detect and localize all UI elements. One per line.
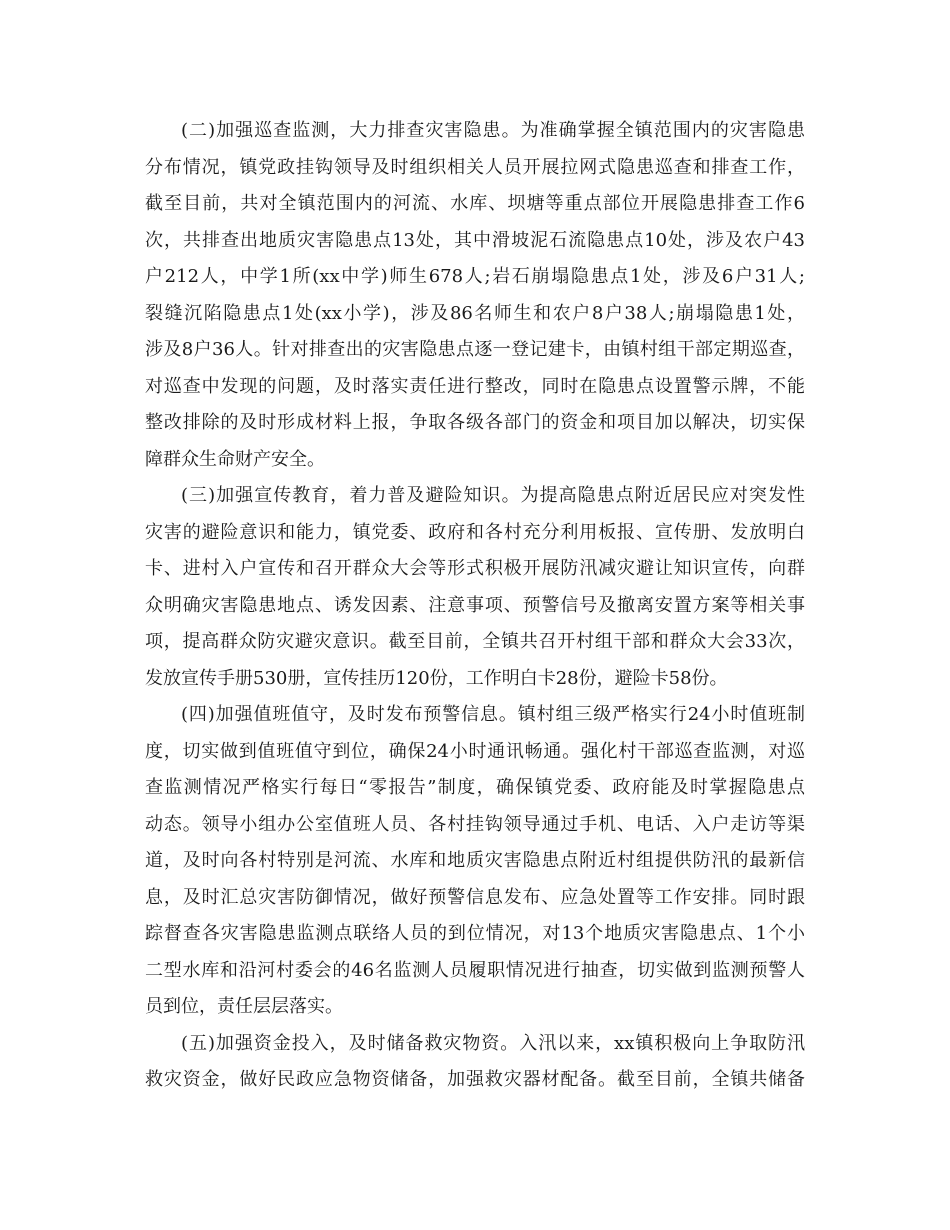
text-line: 众明确灾害隐患地点、诱发因素、注意事项、预警信号及撤离安置方案等相关事 xyxy=(145,594,805,616)
paragraph-publicity xyxy=(145,478,805,697)
text-line: 踪督查各灾害隐患监测点联络人员的到位情况，对13个地质灾害隐患点、1个小 xyxy=(145,923,805,944)
text-line: 裂缝沉陷隐患点1处(xx小学)，涉及86名师生和农户8户38人;崩塌隐患1处， xyxy=(145,302,805,324)
paragraph-funding xyxy=(145,1026,805,1099)
text-line: 救灾资金，做好民政应急物资储备，加强救灾器材配备。截至目前，全镇共储备 xyxy=(145,1069,805,1090)
text-line: 截至目前，共对全镇范围内的河流、水库、坝塘等重点部位开展隐患排查工作6 xyxy=(145,193,805,214)
text-line: 发放宣传手册530册，宣传挂历120份，工作明白卡28份，避险卡58份。 xyxy=(145,667,728,689)
text-line: 道，及时向各村特别是河流、水库和地质灾害隐患点附近村组提供防汛的最新信 xyxy=(145,850,805,871)
text-line: 障群众生命财产安全。 xyxy=(145,448,325,470)
text-line: 对巡查中发现的问题，及时落实责任进行整改，同时在隐患点设置警示牌，不能 xyxy=(145,375,805,397)
text-line: 动态。领导小组办公室值班人员、各村挂钩领导通过手机、电话、入户走访等渠 xyxy=(145,813,805,835)
text-line: 次，共排查出地质灾害隐患点13处，其中滑坡泥石流隐患点10处，涉及农户43 xyxy=(145,229,805,251)
document-body xyxy=(145,113,805,1099)
text-line: (四)加强值班值守，及时发布预警信息。镇村组三级严格实行24小时值班制 xyxy=(181,704,805,725)
text-line: 户212人，中学1所(xx中学)师生678人;岩石崩塌隐患点1处，涉及6户31人; xyxy=(145,266,805,287)
text-line: 涉及8户36人。针对排查出的灾害隐患点逐一登记建卡，由镇村组干部定期巡查， xyxy=(145,339,805,360)
paragraph-inspection xyxy=(145,113,805,478)
text-line: 查监测情况严格实行每日“零报告”制度，确保镇党委、政府能及时掌握隐患点 xyxy=(145,777,805,798)
text-line: 项，提高群众防灾避灾意识。截至目前，全镇共召开村组干部和群众大会33次， xyxy=(145,631,805,652)
paragraph-duty xyxy=(145,697,805,1026)
text-line: 分布情况，镇党政挂钩领导及时组织相关人员开展拉网式隐患巡查和排查工作， xyxy=(145,156,805,178)
text-line: (二)加强巡查监测，大力排查灾害隐患。为准确掌握全镇范围内的灾害隐患 xyxy=(181,120,805,141)
text-line: 卡、进村入户宣传和召开群众大会等形式积极开展防汛减灾避让知识宣传，向群 xyxy=(145,558,805,579)
text-line: 二型水库和沿河村委会的46名监测人员履职情况进行抽查，切实做到监测预警人 xyxy=(145,959,805,981)
text-line: (五)加强资金投入，及时储备救灾物资。入汛以来，xx镇积极向上争取防汛 xyxy=(181,1032,805,1054)
text-line: 灾害的避险意识和能力，镇党委、政府和各村充分利用板报、宣传册、发放明白 xyxy=(145,521,805,543)
text-line: 息，及时汇总灾害防御情况，做好预警信息发布、应急处置等工作安排。同时跟 xyxy=(145,886,805,908)
text-line: 员到位，责任层层落实。 xyxy=(145,996,343,1017)
text-line: 整改排除的及时形成材料上报，争取各级各部门的资金和项目加以解决，切实保 xyxy=(145,412,805,433)
text-line: (三)加强宣传教育，着力普及避险知识。为提高隐患点附近居民应对突发性 xyxy=(181,485,805,506)
text-line: 度，切实做到值班值守到位，确保24小时通讯畅通。强化村干部巡查监测，对巡 xyxy=(145,740,805,762)
